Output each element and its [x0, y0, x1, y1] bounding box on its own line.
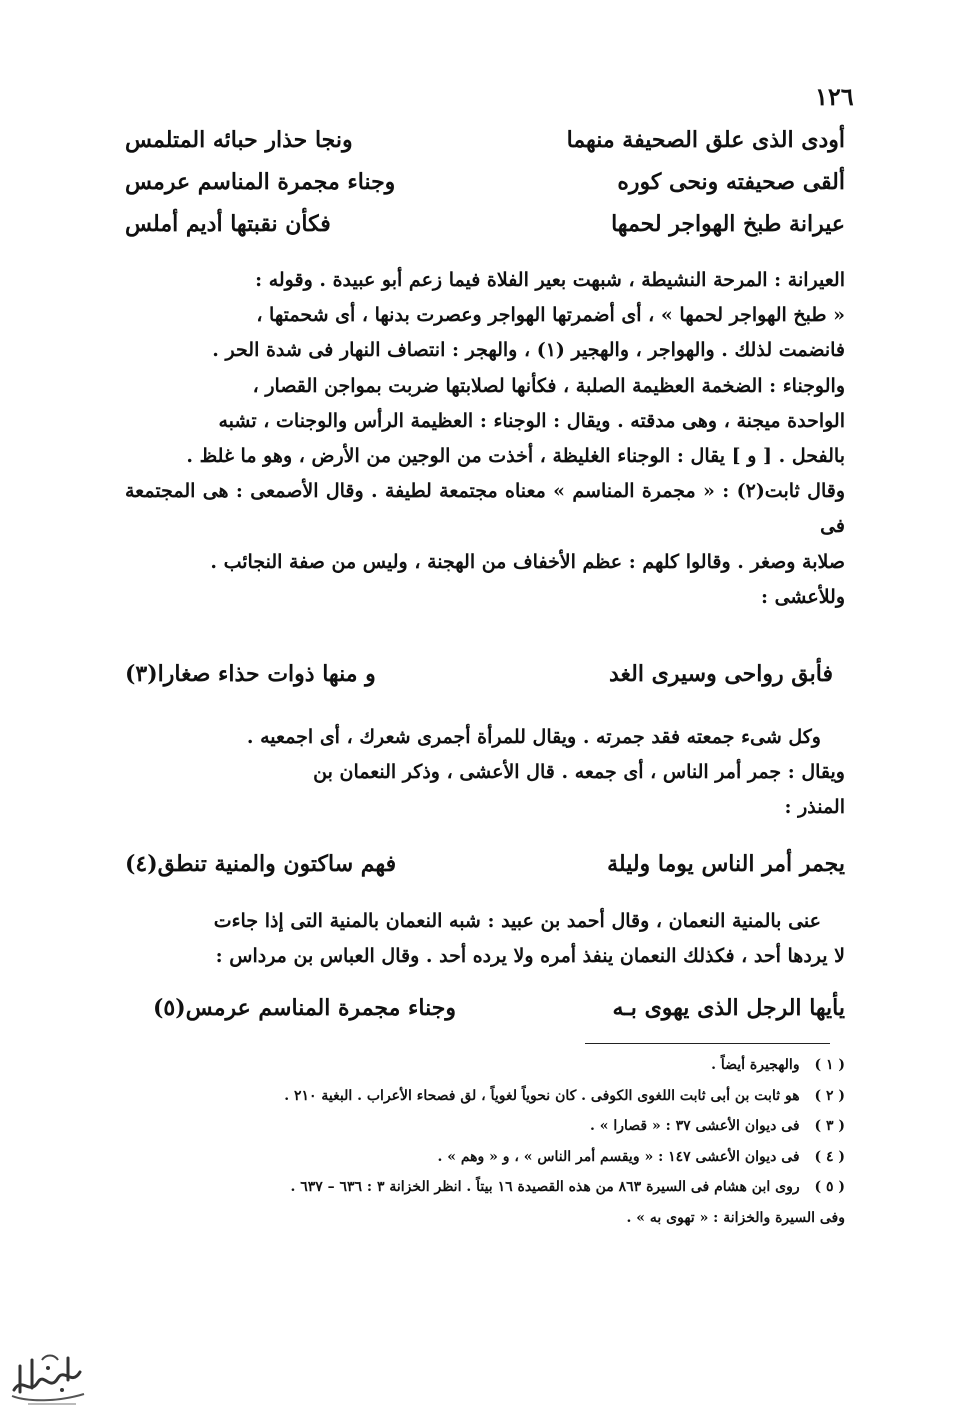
footnote-number: ( ٣ )	[814, 1118, 845, 1134]
prose-line: وقال ثابت(٢) : « مجمرة المناسم » معناه مجتمعة لطيفة . وقال الأصمعى : هى المجتمعة فى	[125, 480, 846, 538]
calligraphy-logo	[8, 1346, 88, 1408]
hemistich-second: وجناء مجمرة المناسم عرمس(٥)	[153, 995, 456, 1021]
footnote-number: ( ٢ )	[814, 1087, 845, 1104]
footnote-text: روى ابن هشام فى السيرة ٨٦٣ من هذه القصيدة ١٦ بيتاً . انظر الخزانة ٣ : ٦٣٦ – ٦٣٧ .	[290, 1179, 800, 1195]
prose-line: العيرانة : المرحة النشيطة ، شبهت بعير الفلاة فيما زعم أبو عبيدة . وقوله :	[255, 269, 845, 291]
footnote	[125, 1142, 845, 1173]
prose-line: وللأعشى :	[760, 585, 845, 608]
hemistich-second: وجناء مجمرة المناسم عرمس	[125, 169, 396, 195]
footnote-text: والهجيرة أيضاً .	[711, 1057, 800, 1073]
prose-line: عنى بالمنية النعمان ، وقال أحمد بن عبيد : شبه النعمان بالمنية التى إذا جاءت	[213, 910, 821, 932]
verse-line	[125, 121, 845, 163]
prose-line: والوجناء : الضخمة العظيمة الصلبة ، فكأنها لصلابتها ضربت بمواجن القصار ،	[252, 374, 845, 397]
verse-line	[125, 163, 845, 205]
prose-line: المنذر :	[784, 796, 845, 819]
footnote-text: فى ديوان الأعشى ١٤٧ : « ويقسم أمر الناس » ، و « وهم » .	[437, 1148, 800, 1165]
commentary-1	[125, 263, 845, 615]
page-number: ١٢٦	[815, 82, 854, 111]
hemistich-first: أودى الذى علق الصحيفة منهما	[566, 127, 845, 153]
poem-asha-2	[125, 845, 845, 887]
verse-line	[125, 655, 845, 697]
footnote-separator	[585, 1043, 830, 1044]
footnote	[125, 1050, 845, 1081]
footnote	[125, 1172, 845, 1203]
footnote	[125, 1081, 845, 1112]
hemistich-first: يأيها الرجل الذى يهوى بـه	[612, 995, 845, 1021]
hemistich-second: ونجا حذار حبائه المتلمس	[125, 127, 353, 153]
verse-line	[125, 845, 845, 887]
footnotes	[125, 1050, 845, 1233]
footnote-number: ( ٥ )	[814, 1179, 845, 1195]
hemistich-second: فكأن نقبتها أديم أملس	[125, 211, 331, 237]
hemistich-second: و منها ذوات حذاء صغارا(٣)	[125, 661, 376, 687]
hemistich-first: ألقى صحيفته ونحى كوره	[617, 169, 845, 195]
verse-line	[125, 989, 845, 1031]
prose-line: صلابة وصغر . وقالوا كلهم : عظم الأخفاف من الهجنة ، وليس من صفة النجائب .	[210, 550, 845, 573]
prose-line: ويقال : جمر أمر الناس ، أى جمعه . قال الأعشى ، وذكر النعمان بن	[313, 761, 845, 784]
footnote-number: ( ٤ )	[814, 1148, 845, 1165]
prose-line: بالفحل . [ و ] يقال : الوجناء الغليظة ، أخذت من الوجين من الأرض ، وهو ما غلظ .	[186, 445, 845, 468]
prose-line: فانضمت لذلك . والهواجر ، والهجير (١) ، والهجر : انتصاف النهار فى شدة الحر .	[212, 339, 845, 362]
poem-abbas	[125, 989, 845, 1031]
footnote	[125, 1111, 845, 1142]
verse-line	[125, 205, 845, 247]
footnote-text: فى ديوان الأعشى ٣٧ : « قصارا » .	[589, 1118, 800, 1134]
hemistich-first: يجمر أمر الناس يوما وليلة	[607, 851, 845, 877]
prose-line: « طبخ الهواجر لحمها » ، أى أضمرتها الهواجر وعصرت بدنها ، أى شحمتها ،	[256, 304, 845, 327]
hemistich-second: فهم ساكتون والمنية تنطق(٤)	[125, 851, 397, 877]
poem-top	[125, 121, 845, 247]
hemistich-first: فأبق رواحى وسيرى الغد	[609, 661, 833, 687]
poem-asha-1	[125, 655, 845, 697]
prose-line: وكل شىء جمعته فقد جمرته . ويقال للمرأة أجمرى شعرك ، أى اجمعيه .	[246, 726, 821, 748]
footnote-continuation: وفى السيرة والخزانة : « تهوى به » .	[626, 1209, 845, 1226]
commentary-3	[125, 904, 845, 974]
prose-line: لا يردها أحد ، فكذلك النعمان ينفذ أمره ولا يرده أحد . وقال العباس بن مرداس :	[215, 945, 845, 968]
footnote-number: ( ١ )	[814, 1057, 845, 1073]
hemistich-first: عيرانة طبخ الهواجر لحمها	[611, 211, 845, 237]
commentary-2	[125, 720, 845, 826]
footnote-text: هو ثابت بن أبى ثابت اللغوى الكوفى . كان نحوياً لغوياً ، لق فصحاء الأعراب . البغية ٢١٠ .	[284, 1087, 800, 1104]
prose-line: الواحدة ميجنة ، وهى مدقته . ويقال : الوجناء : العظيمة الرأس والوجنات ، تشبه	[218, 409, 845, 432]
